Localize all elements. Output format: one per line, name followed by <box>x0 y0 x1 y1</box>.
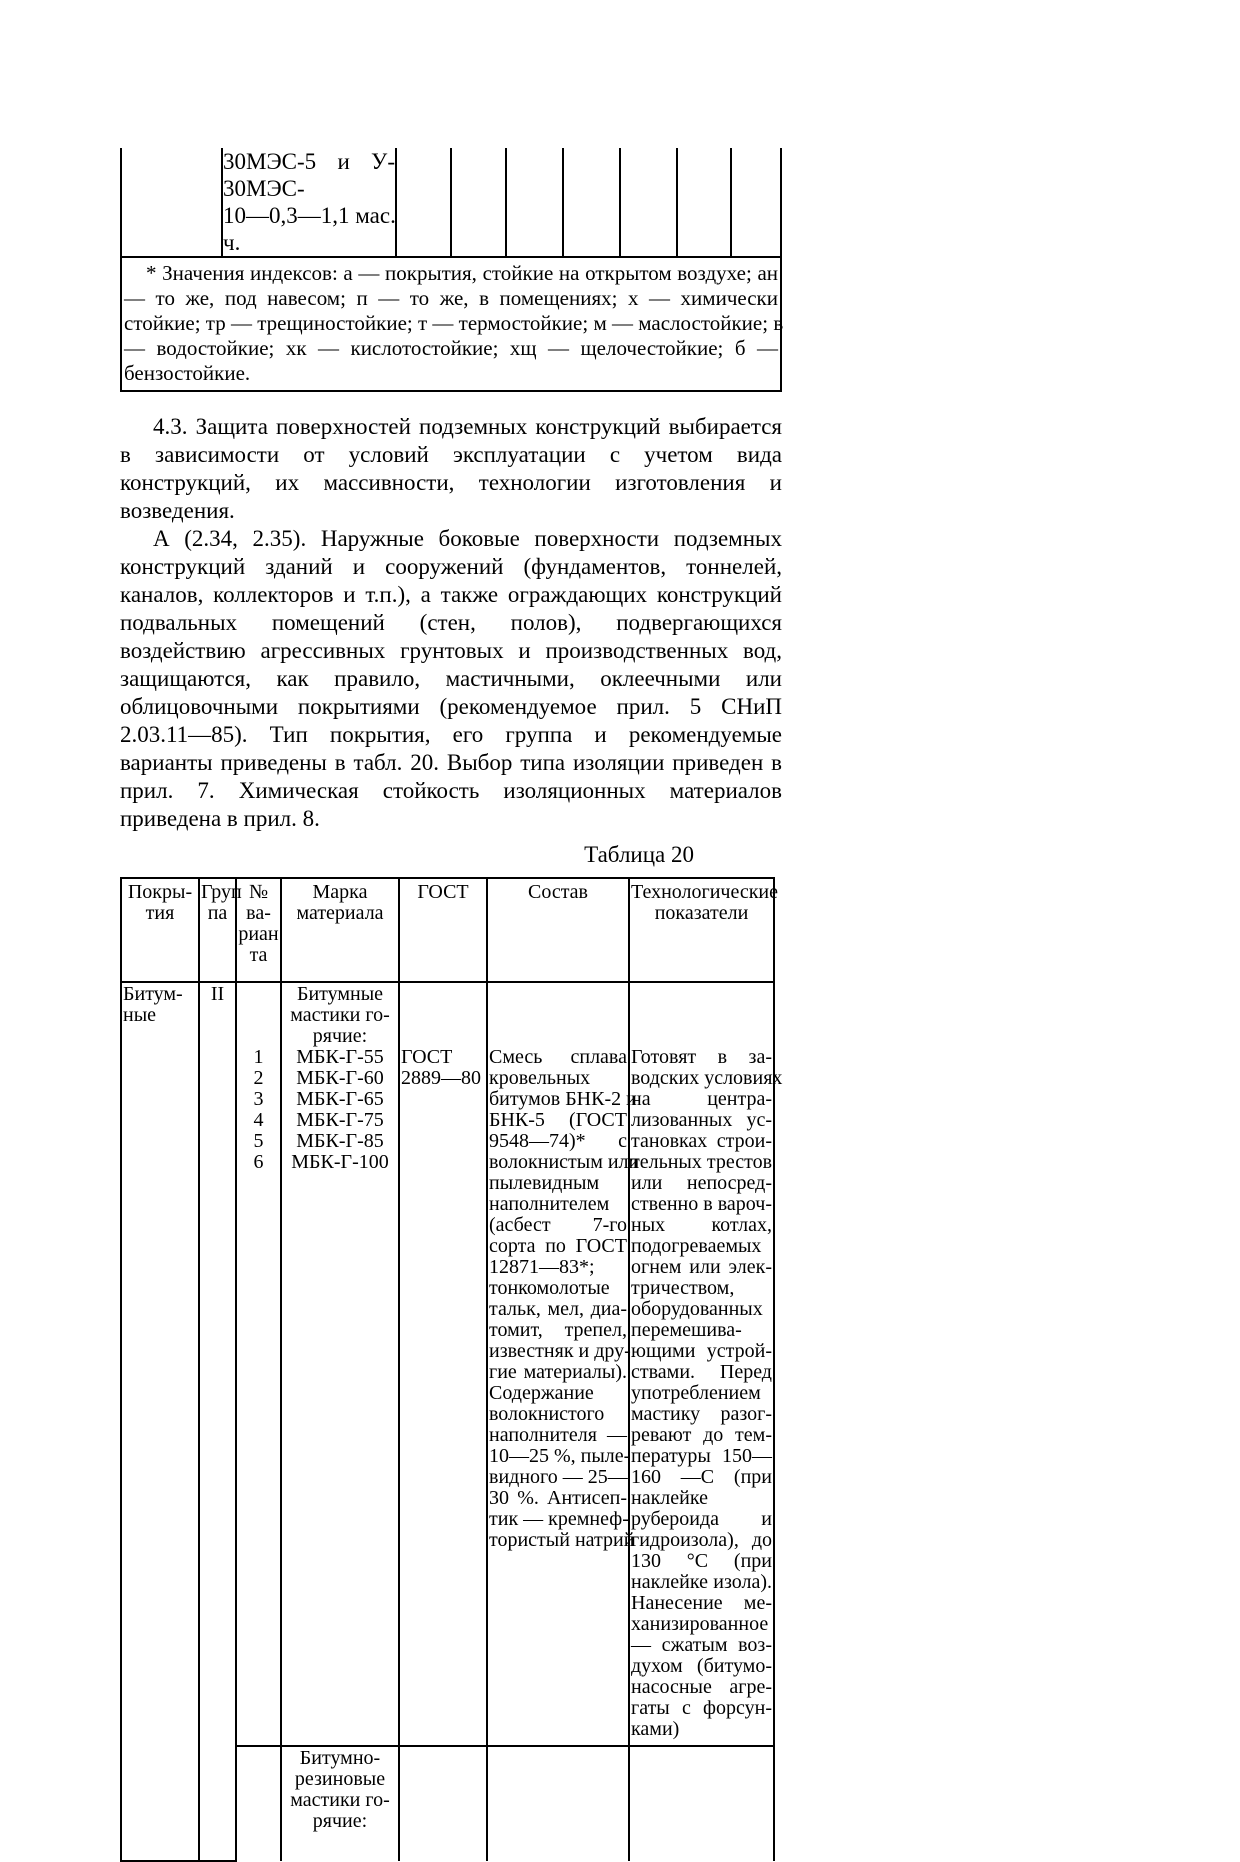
cell-tech <box>629 982 783 1746</box>
table-caption: Таблица 20 <box>584 842 694 867</box>
cell-sostav-2 <box>487 1746 629 1861</box>
continuation-empty-cell <box>620 148 677 257</box>
cell-gruppa: II <box>199 982 236 1861</box>
col-header-marka: Марка материала <box>281 878 399 982</box>
col-header-pokrytiya: Покры- тия <box>121 878 199 982</box>
sostav-text: Смесь сплава кровельных битумов БНК-2 и БНК-5 (ГОСТ 9548—74)* с волокнистым или пылевидным наполнителем (асбест 7-го сорта по ГОСТ 12871—83*; тонкомолотые тальк, мел, диа- томит, трепел, известняк и дру- гие материалы). Содержание волокнистого наполнителя — 10—25 %, пыле- видного — 25— 30 %. Антисеп- тик — кремнеф- тористый натрий <box>489 1046 640 1551</box>
cell-tech-2 <box>629 1746 774 1861</box>
cell-variants <box>236 982 281 1746</box>
cell-variants-2 <box>236 1746 281 1861</box>
table-20-header-row <box>121 878 774 982</box>
table-footnote: * Значения индексов: а — покрытия, стойкие на открытом воздухе; ан — то же, под навесом; п — то же, в помещениях; х — химически стойкие; тр — трещиностойкие; т — термостойкие; м — маслостойкие; в — водостойкие; хк — кислотостойкие; хщ — щелочестойкие; б — бензостойкие. <box>121 257 781 391</box>
cell-gost <box>399 982 487 1746</box>
continuation-empty-cell <box>731 148 781 257</box>
col-header-variant: № ва- риан та <box>236 878 281 982</box>
col-header-gost: ГОСТ <box>399 878 487 982</box>
paragraph-4-3: 4.3. Защита поверхностей подземных конструкций выбирается в зависимости от условий эксплуатации с учетом вида конструкций, их массивности, технологии изготовления и возведения. <box>120 414 782 523</box>
continuation-empty-cell <box>677 148 731 257</box>
col-header-sostav: Состав <box>487 878 629 982</box>
continuation-table <box>120 148 782 392</box>
col-header-gruppa: Груп па <box>199 878 236 982</box>
cell-pokrytiya: Битум- ные <box>121 982 199 1861</box>
cell-sostav <box>487 982 640 1746</box>
continuation-empty-cell <box>563 148 620 257</box>
marka-intro: Битумные мастики го- рячие: <box>290 983 390 1047</box>
continuation-empty-cell <box>121 148 222 257</box>
footnote-row <box>121 257 781 391</box>
gost-number: ГОСТ 2889—80 <box>401 1046 481 1089</box>
col-header-tech: Технологические показатели <box>629 878 774 982</box>
table-20-row-1 <box>121 982 774 1746</box>
cell-marka-2 <box>281 1746 399 1861</box>
paragraph-a: А (2.34, 2.35). Наружные боковые поверхности подземных конструкций зданий и сооружений (фундаментов, тоннелей, каналов, коллекторов и т.п.), а также ограждающих конструкций подвальных помещений (стен, полов), подвергающихся воздействию агрессивных грунтовых и производственных вод, защищаются, как правило, мастичными, оклеечными или облицовочными покрытиями (рекомендуемое прил. 5 СНиП 2.03.11—85). Тип покрытия, его группа и рекомендуемые варианты приведены в табл. 20. Выбор типа изоляции приведен в прил. 7. Химическая стойкость изоляционных материалов приведена в прил. 8. <box>120 526 782 831</box>
continuation-empty-cell <box>396 148 451 257</box>
table-20 <box>120 877 783 1862</box>
variant-numbers: 1 2 3 4 5 6 <box>253 1046 264 1173</box>
cell-marka <box>281 982 399 1746</box>
continuation-empty-cell <box>451 148 506 257</box>
marka-items: МБК-Г-55 МБК-Г-60 МБК-Г-65 МБК-Г-75 МБК-Г-85 МБК-Г-100 <box>291 1046 389 1173</box>
cell-gost-2 <box>399 1746 487 1861</box>
marka-intro-2: Битумно- резиновые мастики го- рячие: <box>290 1747 390 1832</box>
continuation-row <box>121 148 781 257</box>
continuation-cell-text: 30МЭС-5 и У- 30МЭС- 10—0,3—1,1 мас. ч. <box>223 149 396 255</box>
tech-text: Готовят в за- водских условиях на центра- лизованных ус- тановках строи- тельных трестов или непосред- ственно в вароч- ных котлах, подогреваемых огнем или элек- тричеством, оборудованных перемешива- ющими устрой- ствами. Перед употреблением мастику разог- ревают до тем- пературы 150— 160 —С (при наклейке рубероида и гидроизола), до 130 °С (при наклейке изола). Нанесение ме- ханизированное — сжатым воз- духом (битумо- насосные агре- гаты с форсун- ками) <box>631 1046 783 1740</box>
document-page <box>120 0 782 1862</box>
continuation-empty-cell <box>506 148 563 257</box>
